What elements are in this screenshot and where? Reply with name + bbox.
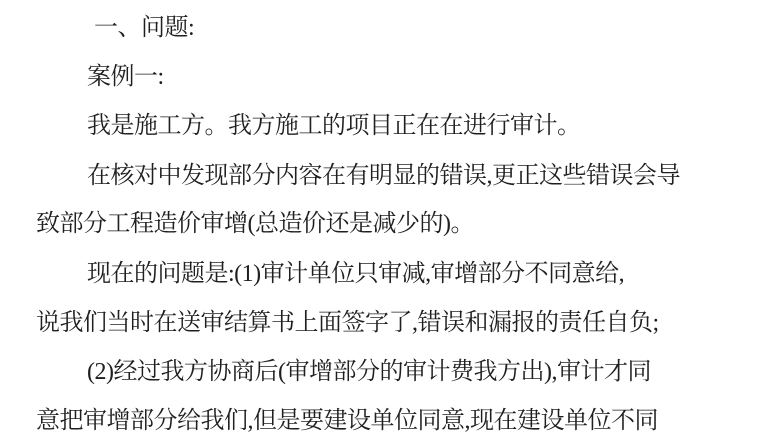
subheading-line: 案例一: xyxy=(87,64,164,90)
text-line-clipped: 意把审增部分给我们,但是要建设单位同意,现在建设单位不同 xyxy=(36,408,658,434)
text-line: 我是施工方。我方施工的项目正在在进行审计。 xyxy=(87,113,581,139)
heading-line: 一、问题: xyxy=(94,15,195,41)
text-line: 致部分工程造价审增(总造价还是减少的)。 xyxy=(36,211,474,237)
text-line: 在核对中发现部分内容在有明显的错误,更正这些错误会导 xyxy=(87,163,680,189)
text-line: (2)经过我方协商后(审增部分的审计费我方出),审计才同 xyxy=(87,359,651,385)
text-line: 现在的问题是:(1)审计单位只审减,审增部分不同意给, xyxy=(87,261,625,287)
text-line: 说我们当时在送审结算书上面签字了,错误和漏报的责任自负; xyxy=(36,310,659,336)
